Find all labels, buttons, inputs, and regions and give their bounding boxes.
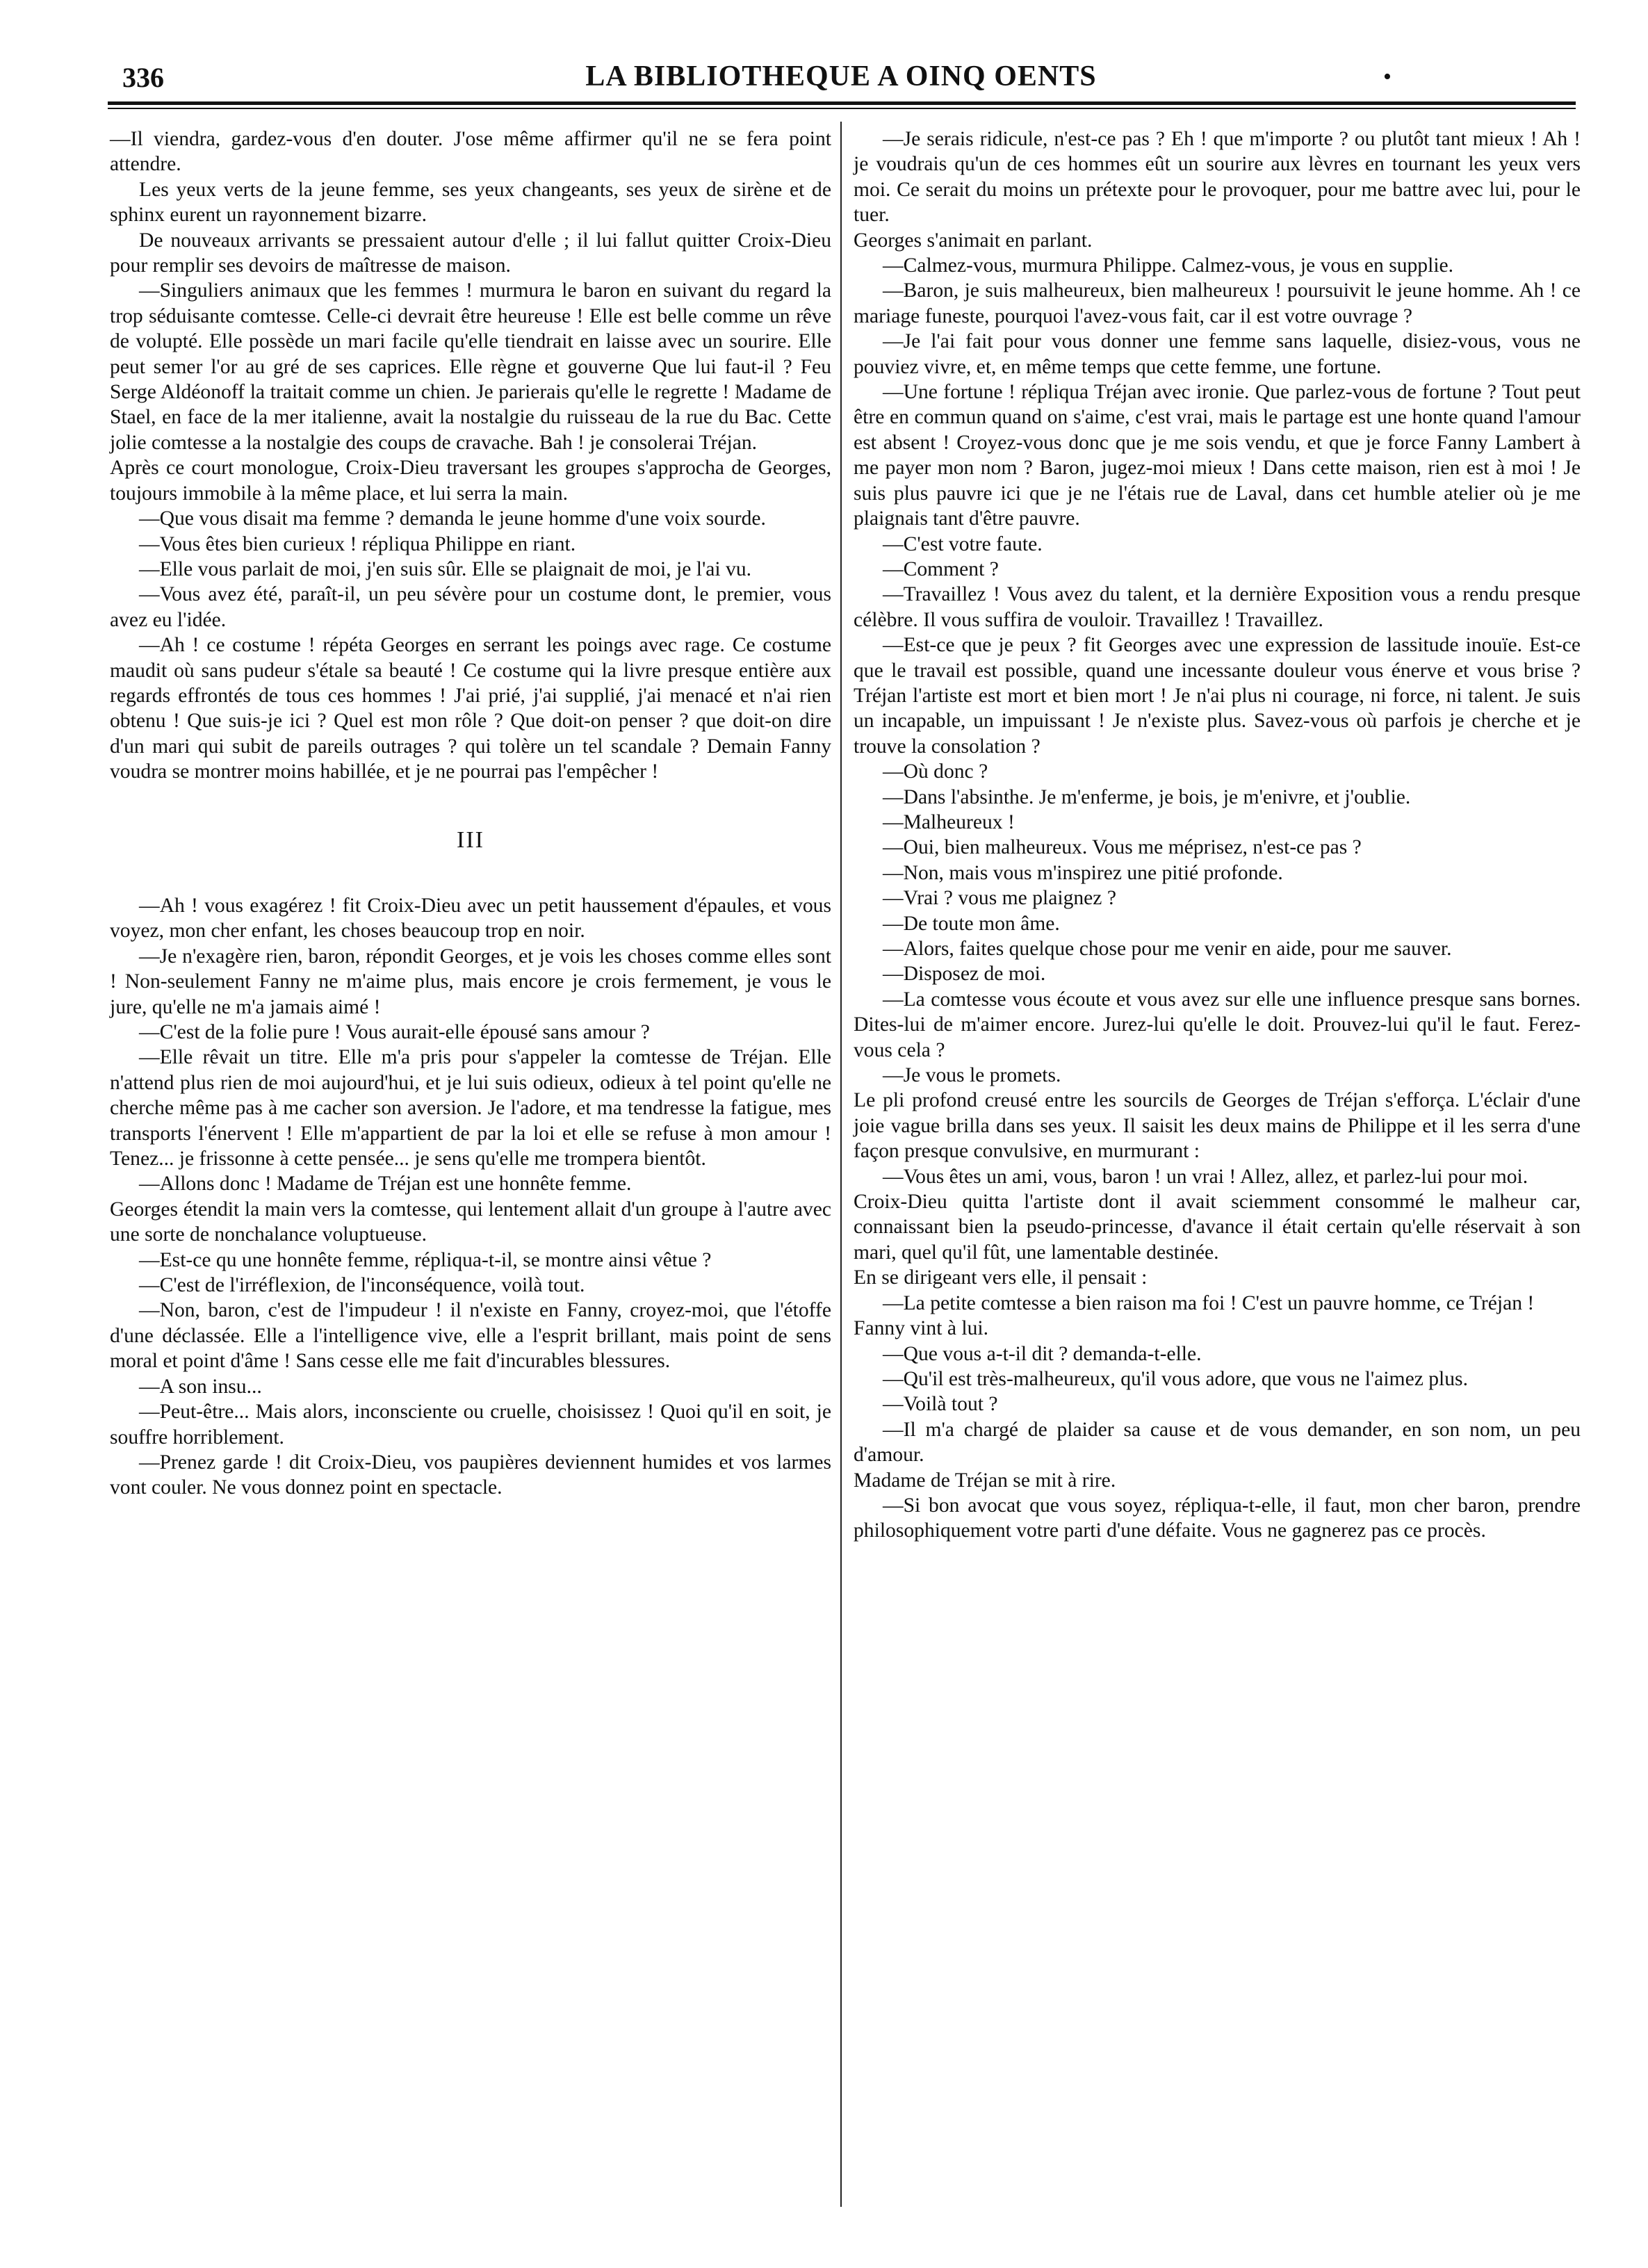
paragraph: Georges s'animait en parlant. <box>854 229 1093 252</box>
paragraph: —Baron, je suis malheureux, bien malheureux ! poursuivit le jeune homme. Ah ! ce mariage funeste, pourquoi l'avez-vous fait, car il est votre ouvrage ? <box>854 279 1581 327</box>
paragraph: —Peut-être... Mais alors, inconsciente ou cruelle, choisissez ! Quoi qu'il en soit, je souffre horriblement. <box>110 1401 831 1449</box>
paragraph: Fanny vint à lui. <box>854 1317 988 1340</box>
paragraph: —Vous êtes bien curieux ! répliqua Philippe en riant. <box>139 532 576 555</box>
paragraph: —Vrai ? vous me plaignez ? <box>883 887 1116 910</box>
paragraph: —Singuliers animaux que les femmes ! murmura le baron en suivant du regard la trop séduisante comtesse. Celle-ci devrait être heureuse ! Elle est belle comme un rêve de volupté. Elle possède un mari facile qu'elle tiendrait en laisse avec un sourire. Elle peut semer l'or au gré de ses caprices. Elle règne et gouverne Que lui faut-il ? Feu Serge Aldéonoff la traitait comme un chien. Je parierais qu'elle le regrette ! Madame de Stael, en face de la mer italienne, avait la nostalgie du ruisseau de la rue du Bac. Cette jolie comtesse a la nostalgie des coups de cravache. Bah ! je consolerai Tréjan. <box>110 279 831 454</box>
paragraph: —La petite comtesse a bien raison ma foi ! C'est un pauvre homme, ce Tréjan ! <box>883 1291 1535 1314</box>
paragraph: Georges étendit la main vers la comtesse, qui lentement allait d'un groupe à l'autre avec une sorte de nonchalance voluptueuse. <box>110 1198 831 1246</box>
running-title: LA BIBLIOTHEQUE A OINQ OENTS <box>585 60 1097 92</box>
page-header <box>111 60 1571 103</box>
paragraph: Après ce court monologue, Croix-Dieu traversant les groupes s'approcha de Georges, toujours immobile à la même place, et lui serra la main. <box>110 457 831 505</box>
paragraph: —C'est votre faute. <box>883 532 1043 555</box>
paragraph: —Est-ce que je peux ? fit Georges avec une expression de lassitude inouïe. Est-ce que le travail est possible, quand une incessante douleur vous énerve et vous brise ? Tréjan l'artiste est mort et bien mort ! Je n'ai plus ni courage, ni force, ni talent. Je suis un incapable, un impuissant ! Je n'existe plus. Savez-vous où parfois je cherche et je trouve la consolation ? <box>854 634 1581 758</box>
paragraph: Le pli profond creusé entre les sourcils de Georges de Tréjan s'efforça. L'éclair d'une joie vague brilla dans ses yeux. Il saisit les deux mains de Philippe et il les serra d'une façon presque convulsive, en murmurant : <box>854 1089 1581 1163</box>
left-column <box>110 127 831 1501</box>
paragraph: —Voilà tout ? <box>883 1393 998 1416</box>
paragraph: —Allons donc ! Madame de Tréjan est une honnête femme. <box>139 1173 632 1196</box>
paragraph: —Je vous le promets. <box>883 1064 1061 1087</box>
paragraph: —Non, mais vous m'inspirez une pitié profonde. <box>883 861 1283 884</box>
paragraph: —Comment ? <box>883 557 999 580</box>
paragraph: —Disposez de moi. <box>883 963 1046 986</box>
paragraph: —Travaillez ! Vous avez du talent, et la dernière Exposition vous a rendu presque célèbre. Il vous suffira de vouloir. Travaillez ! Travaillez. <box>854 583 1581 631</box>
paragraph: —Une fortune ! répliqua Tréjan avec ironie. Que parlez-vous de fortune ? Tout peut être en commun quand on s'aime, c'est vrai, mais le partage est une honte quand l'amour est absent ! Croyez-vous donc que je me sois vendu, et que je force Fanny Lambert à me payer mon nom ? Baron, jugez-moi mieux ! Dans cette maison, rien est à moi ! Je suis plus pauvre ici que je ne l'étais rue de Laval, dans cet humble atelier où je me plaignais tant d'être pauvre. <box>854 381 1581 530</box>
paragraph: —Oui, bien malheureux. Vous me méprisez, n'est-ce pas ? <box>883 836 1362 859</box>
paragraph: —Si bon avocat que vous soyez, répliqua-t-elle, il faut, mon cher baron, prendre philosophiquement votre parti d'une défaite. Vous ne gagnerez pas ce procès. <box>854 1494 1581 1542</box>
paragraph: —Dans l'absinthe. Je m'enferme, je bois, je m'enivre, et j'oublie. <box>883 785 1411 808</box>
paragraph: —Il viendra, gardez-vous d'en douter. J'ose même affirmer qu'il ne se fera point attendre. <box>110 128 831 176</box>
paragraph: Madame de Tréjan se mit à rire. <box>854 1469 1116 1492</box>
header-dot: • <box>1383 64 1392 90</box>
paragraph: —Ah ! vous exagérez ! fit Croix-Dieu avec un petit haussement d'épaules, et vous voyez, mon cher enfant, les choses beaucoup trop en noir. <box>110 894 831 943</box>
paragraph: —Calmez-vous, murmura Philippe. Calmez-vous, je vous en supplie. <box>883 254 1454 277</box>
paragraph: —Vous êtes un ami, vous, baron ! un vrai ! Allez, allez, et parlez-lui pour moi. <box>883 1165 1528 1188</box>
paragraph: —A son insu... <box>139 1375 262 1398</box>
paragraph: —Non, baron, c'est de l'impudeur ! il n'existe en Fanny, croyez-moi, que l'étoffe d'une déclassée. Elle a l'intelligence vive, elle a l'esprit brillant, mais point de sens moral et point d'âme ! Sans cesse elle me fait d'incurables blessures. <box>110 1299 831 1373</box>
right-column <box>854 127 1581 1544</box>
paragraph: —Vous avez été, paraît-il, un peu sévère pour un costume dont, le premier, vous avez eu l'idée. <box>110 583 831 631</box>
paragraph: Les yeux verts de la jeune femme, ses yeux changeants, ses yeux de sirène et de sphinx eurent un rayonnement bizarre. <box>110 178 831 227</box>
paragraph: —Je serais ridicule, n'est-ce pas ? Eh ! que m'importe ? ou plutôt tant mieux ! Ah ! je voudrais qu'un de ces hommes eût un sourire aux lèvres en tournant les yeux vers moi. Ce serait du moins un prétexte pour le provoquer, pour me battre avec lui, pour le tuer. <box>854 128 1581 227</box>
column-divider <box>840 122 842 2207</box>
paragraph: —Où donc ? <box>883 760 988 783</box>
paragraph: —Qu'il est très-malheureux, qu'il vous adore, que vous ne l'aimez plus. <box>883 1367 1468 1390</box>
paragraph: —C'est de l'irréflexion, de l'inconséquence, voilà tout. <box>139 1274 585 1297</box>
paragraph: —Que vous a-t-il dit ? demanda-t-elle. <box>883 1342 1202 1365</box>
paragraph: —Elle rêvait un titre. Elle m'a pris pour s'appeler la comtesse de Tréjan. Elle n'attend plus rien de moi aujourd'hui, et je lui suis odieux, odieux à tel point qu'elle ne cherche même pas à me cacher son aversion. Je l'adore, et ma tendresse la fatigue, mes transports l'énervent ! Elle m'appartient de par la loi et elle se refuse à mon amour ! Tenez... je frissonne à cette pensée... je sens qu'elle me trompera bientôt. <box>110 1046 831 1170</box>
paragraph: —Que vous disait ma femme ? demanda le jeune homme d'une voix sourde. <box>139 507 766 530</box>
paragraph: —Il m'a chargé de plaider sa cause et de vous demander, en son nom, un peu d'amour. <box>854 1418 1581 1467</box>
header-rule-thick <box>108 101 1576 105</box>
header-rule-thin <box>108 108 1576 109</box>
paragraph: —Je l'ai fait pour vous donner une femme sans laquelle, disiez-vous, vous ne pouviez vivre, et, en même temps que cette femme, une fortune. <box>854 330 1581 378</box>
paragraph: —Alors, faites quelque chose pour me venir en aide, pour me sauver. <box>883 938 1452 960</box>
paragraph: De nouveaux arrivants se pressaient autour d'elle ; il lui fallut quitter Croix-Dieu pour remplir ses devoirs de maîtresse de maison. <box>110 229 831 277</box>
paragraph: —Malheureux ! <box>883 810 1015 833</box>
paragraph: —De toute mon âme. <box>883 912 1060 935</box>
paragraph: —C'est de la folie pure ! Vous aurait-elle épousé sans amour ? <box>139 1021 650 1043</box>
section-heading: III <box>457 826 484 853</box>
paragraph: —La comtesse vous écoute et vous avez sur elle une influence presque sans bornes. Dites-lui de m'aimer encore. Jurez-lui qu'elle le doit. Prouvez-lui qu'il le faut. Ferez-vous cela ? <box>854 988 1581 1061</box>
paragraph: —Est-ce qu une honnête femme, répliqua-t-il, se montre ainsi vêtue ? <box>139 1248 712 1271</box>
page-number: 336 <box>122 62 164 93</box>
paragraph: —Prenez garde ! dit Croix-Dieu, vos paupières deviennent humides et vos larmes vont couler. Ne vous donnez point en spectacle. <box>110 1451 831 1499</box>
paragraph: En se dirigeant vers elle, il pensait : <box>854 1266 1148 1289</box>
paragraph: Croix-Dieu quitta l'artiste dont il avait sciemment consommé le malheur car, connaissant bien la pseudo-princesse, d'avance il était certain qu'elle réservait à son mari, quel qu'il fût, une lamentable destinée. <box>854 1191 1581 1264</box>
paragraph: —Elle vous parlait de moi, j'en suis sûr. Elle se plaignait de moi, je l'ai vu. <box>139 557 752 580</box>
paragraph: —Je n'exagère rien, baron, répondit Georges, et je vois les choses comme elles sont ! Non-seulement Fanny ne m'aime plus, mais encore je crois fermement, je vous le jure, qu'elle ne m'a jamais aimé ! <box>110 945 831 1018</box>
paragraph: —Ah ! ce costume ! répéta Georges en serrant les poings avec rage. Ce costume maudit où sans pudeur s'étale sa beauté ! Ce costume qui la livre presque entière aux regards effrontés de tous ces hommes ! J'ai prié, j'ai supplié, j'ai menacé et n'ai rien obtenu ! Que suis-je ici ? Quel est mon rôle ? Que doit-on penser ? que doit-on dire d'un mari qui subit de pareils outrages ? qui tolère un tel scandale ? Demain Fanny voudra se montrer moins habillée, et je ne pourrai pas l'empêcher ! <box>110 634 831 783</box>
